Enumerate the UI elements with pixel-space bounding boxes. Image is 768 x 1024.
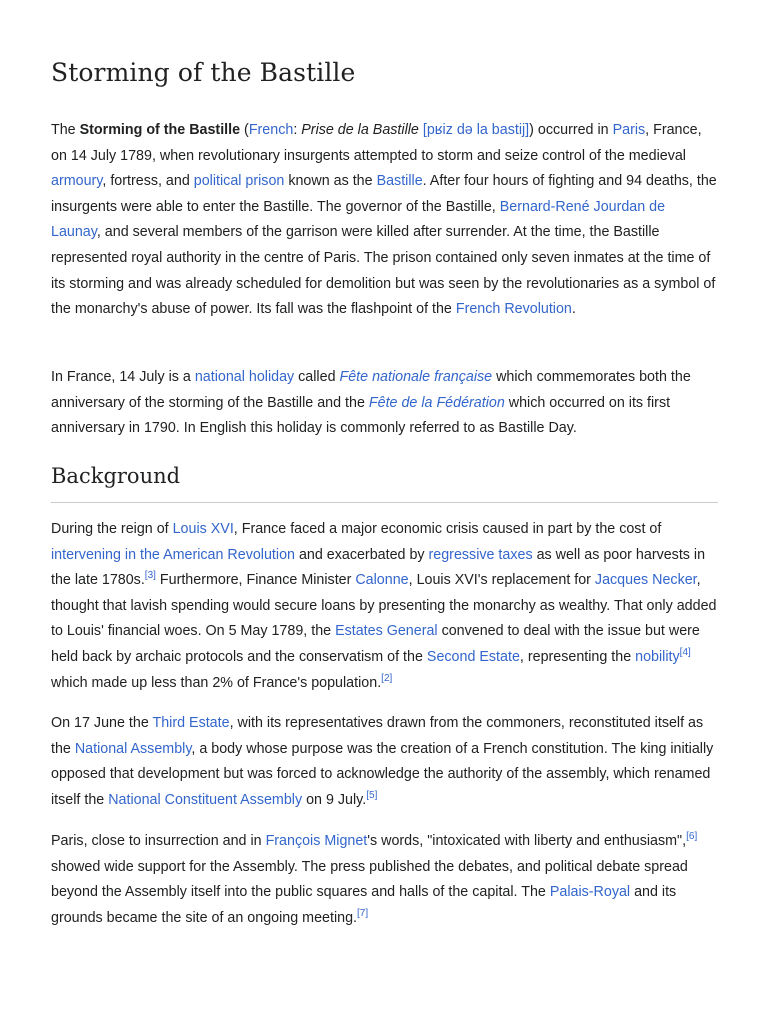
link-american-revolution[interactable]: intervening in the American Revolution xyxy=(51,546,295,563)
link-national-holiday[interactable]: national holiday xyxy=(194,369,295,385)
text: Furthermore, Finance Minister xyxy=(155,572,356,589)
link-louis-xvi[interactable]: Louis XVI xyxy=(172,521,234,537)
link-political-prison[interactable]: political prison xyxy=(193,173,285,190)
text: Paris, close to insurrection and in xyxy=(51,833,266,849)
text: . xyxy=(571,301,576,318)
link-estates-general[interactable]: Estates General xyxy=(335,623,438,640)
link-necker[interactable]: Jacques Necker xyxy=(594,572,697,589)
citation-link[interactable]: [2] xyxy=(381,672,393,684)
link-mignet[interactable]: François Mignet xyxy=(265,833,368,849)
link-national-assembly[interactable]: National Assembly xyxy=(74,740,192,757)
link-fete-nationale[interactable] xyxy=(340,369,493,385)
text: on 9 July. xyxy=(302,791,367,808)
link-calonne[interactable]: Calonne xyxy=(355,572,409,589)
link-fete-federation[interactable] xyxy=(369,395,505,411)
link-second-estate[interactable]: Second Estate xyxy=(426,648,520,665)
link-palais-royal[interactable]: Palais-Royal xyxy=(549,884,631,901)
link-launay[interactable]: Bernard-René Jourdan de Launay xyxy=(51,198,666,241)
text: and exacerbated by xyxy=(294,546,429,563)
italic-link-text: Fête de la Fédération xyxy=(368,394,505,411)
text: 's words, "intoxicated with liberty and enthusiasm", xyxy=(367,833,687,849)
text: On 17 June the xyxy=(51,715,153,731)
italic-link-text: Fête nationale française xyxy=(339,369,493,385)
section-heading-background: Background xyxy=(51,461,718,503)
text: The xyxy=(51,122,80,138)
text: convened to deal with the issue but were held back by archaic protocols and the conservatism of the xyxy=(51,623,700,665)
link-french-revolution[interactable]: French Revolution xyxy=(455,301,572,318)
intro-paragraph-1 xyxy=(51,118,718,323)
link-armoury[interactable]: armoury xyxy=(51,173,103,190)
text: , thought that lavish spending would secure loans by presenting the monarchy as wealthy. That only added to Louis' financial woes. On 5 May 1789, the xyxy=(51,572,717,640)
link-bastille[interactable]: Bastille xyxy=(376,173,423,190)
citation-link[interactable]: [6] xyxy=(686,831,698,843)
text: , Louis XVI's replacement for xyxy=(408,572,595,589)
citation-link[interactable]: [4] xyxy=(679,647,691,659)
text: showed wide support for the Assembly. The press published the debates, and political debate spread beyond the Assembly itself into the public squares and halls of the capital. The xyxy=(51,858,688,901)
citation-link[interactable]: [3] xyxy=(144,570,156,582)
link-nobility[interactable]: nobility xyxy=(635,648,680,665)
text: known as the xyxy=(284,173,377,190)
link-regressive-taxes[interactable]: regressive taxes xyxy=(428,546,533,563)
link-french[interactable]: French xyxy=(248,122,294,138)
text: which commemorates both the anniversary of the storming of the Bastille and the xyxy=(51,369,691,411)
link-ipa[interactable]: [pʁiz də la bastij] xyxy=(422,122,530,138)
background-paragraph-2 xyxy=(51,711,718,813)
text: ( xyxy=(240,122,249,138)
text: ) occurred in xyxy=(529,122,613,138)
text: , with its representatives drawn from the commoners, reconstituted itself as the xyxy=(51,715,704,757)
background-paragraph-3 xyxy=(51,829,718,931)
intro-paragraph-2 xyxy=(51,365,718,442)
text: : xyxy=(293,122,302,138)
text: , France, on 14 July 1789, when revolutionary insurgents attempted to storm and seize control of the medieval xyxy=(51,122,702,164)
text: which made up less than 2% of France's population. xyxy=(51,674,382,691)
text: which occurred on its first anniversary in 1790. In English this holiday is commonly referred to as Bastille Day. xyxy=(51,394,671,437)
bold-term: Storming of the Bastille xyxy=(79,122,241,138)
page-title: Storming of the Bastille xyxy=(51,58,356,87)
background-paragraph-1 xyxy=(51,517,718,696)
text: In France, 14 July is a xyxy=(51,369,195,385)
link-paris[interactable]: Paris xyxy=(612,122,646,138)
text: , a body whose purpose was the creation of a French constitution. The king initially opposed that development but was forced to acknowledge the authority of the assembly, which renamed itself the xyxy=(51,740,714,808)
text: called xyxy=(294,369,340,385)
text: . After four hours of fighting and 94 deaths, the insurgents were able to enter the Bastille. The governor of the Bastille, xyxy=(51,173,717,215)
text: , representing the xyxy=(519,648,636,665)
link-third-estate[interactable]: Third Estate xyxy=(152,715,230,731)
citation-link[interactable]: [5] xyxy=(366,790,378,802)
text: , France faced a major economic crisis caused in part by the cost of xyxy=(233,521,662,537)
text: and its grounds became the site of an ongoing meeting. xyxy=(51,884,677,926)
link-constituent-assembly[interactable]: National Constituent Assembly xyxy=(108,791,303,808)
citation-link[interactable]: [7] xyxy=(357,908,369,920)
text: as well as poor harvests in the late 1780s. xyxy=(51,546,706,589)
italic-term: Prise de la Bastille xyxy=(301,122,419,138)
text: During the reign of xyxy=(51,521,173,537)
text: , and several members of the garrison were killed after surrender. At the time, the Bastille represented royal authority in the centre of Paris. The prison contained only seven inmates at the time of its storming and was already scheduled for demolition but was seen by the revolutionaries as a symbol of the monarchy's abuse of power. Its fall was the flashpoint of the xyxy=(51,224,716,318)
text: , fortress, and xyxy=(102,173,194,190)
